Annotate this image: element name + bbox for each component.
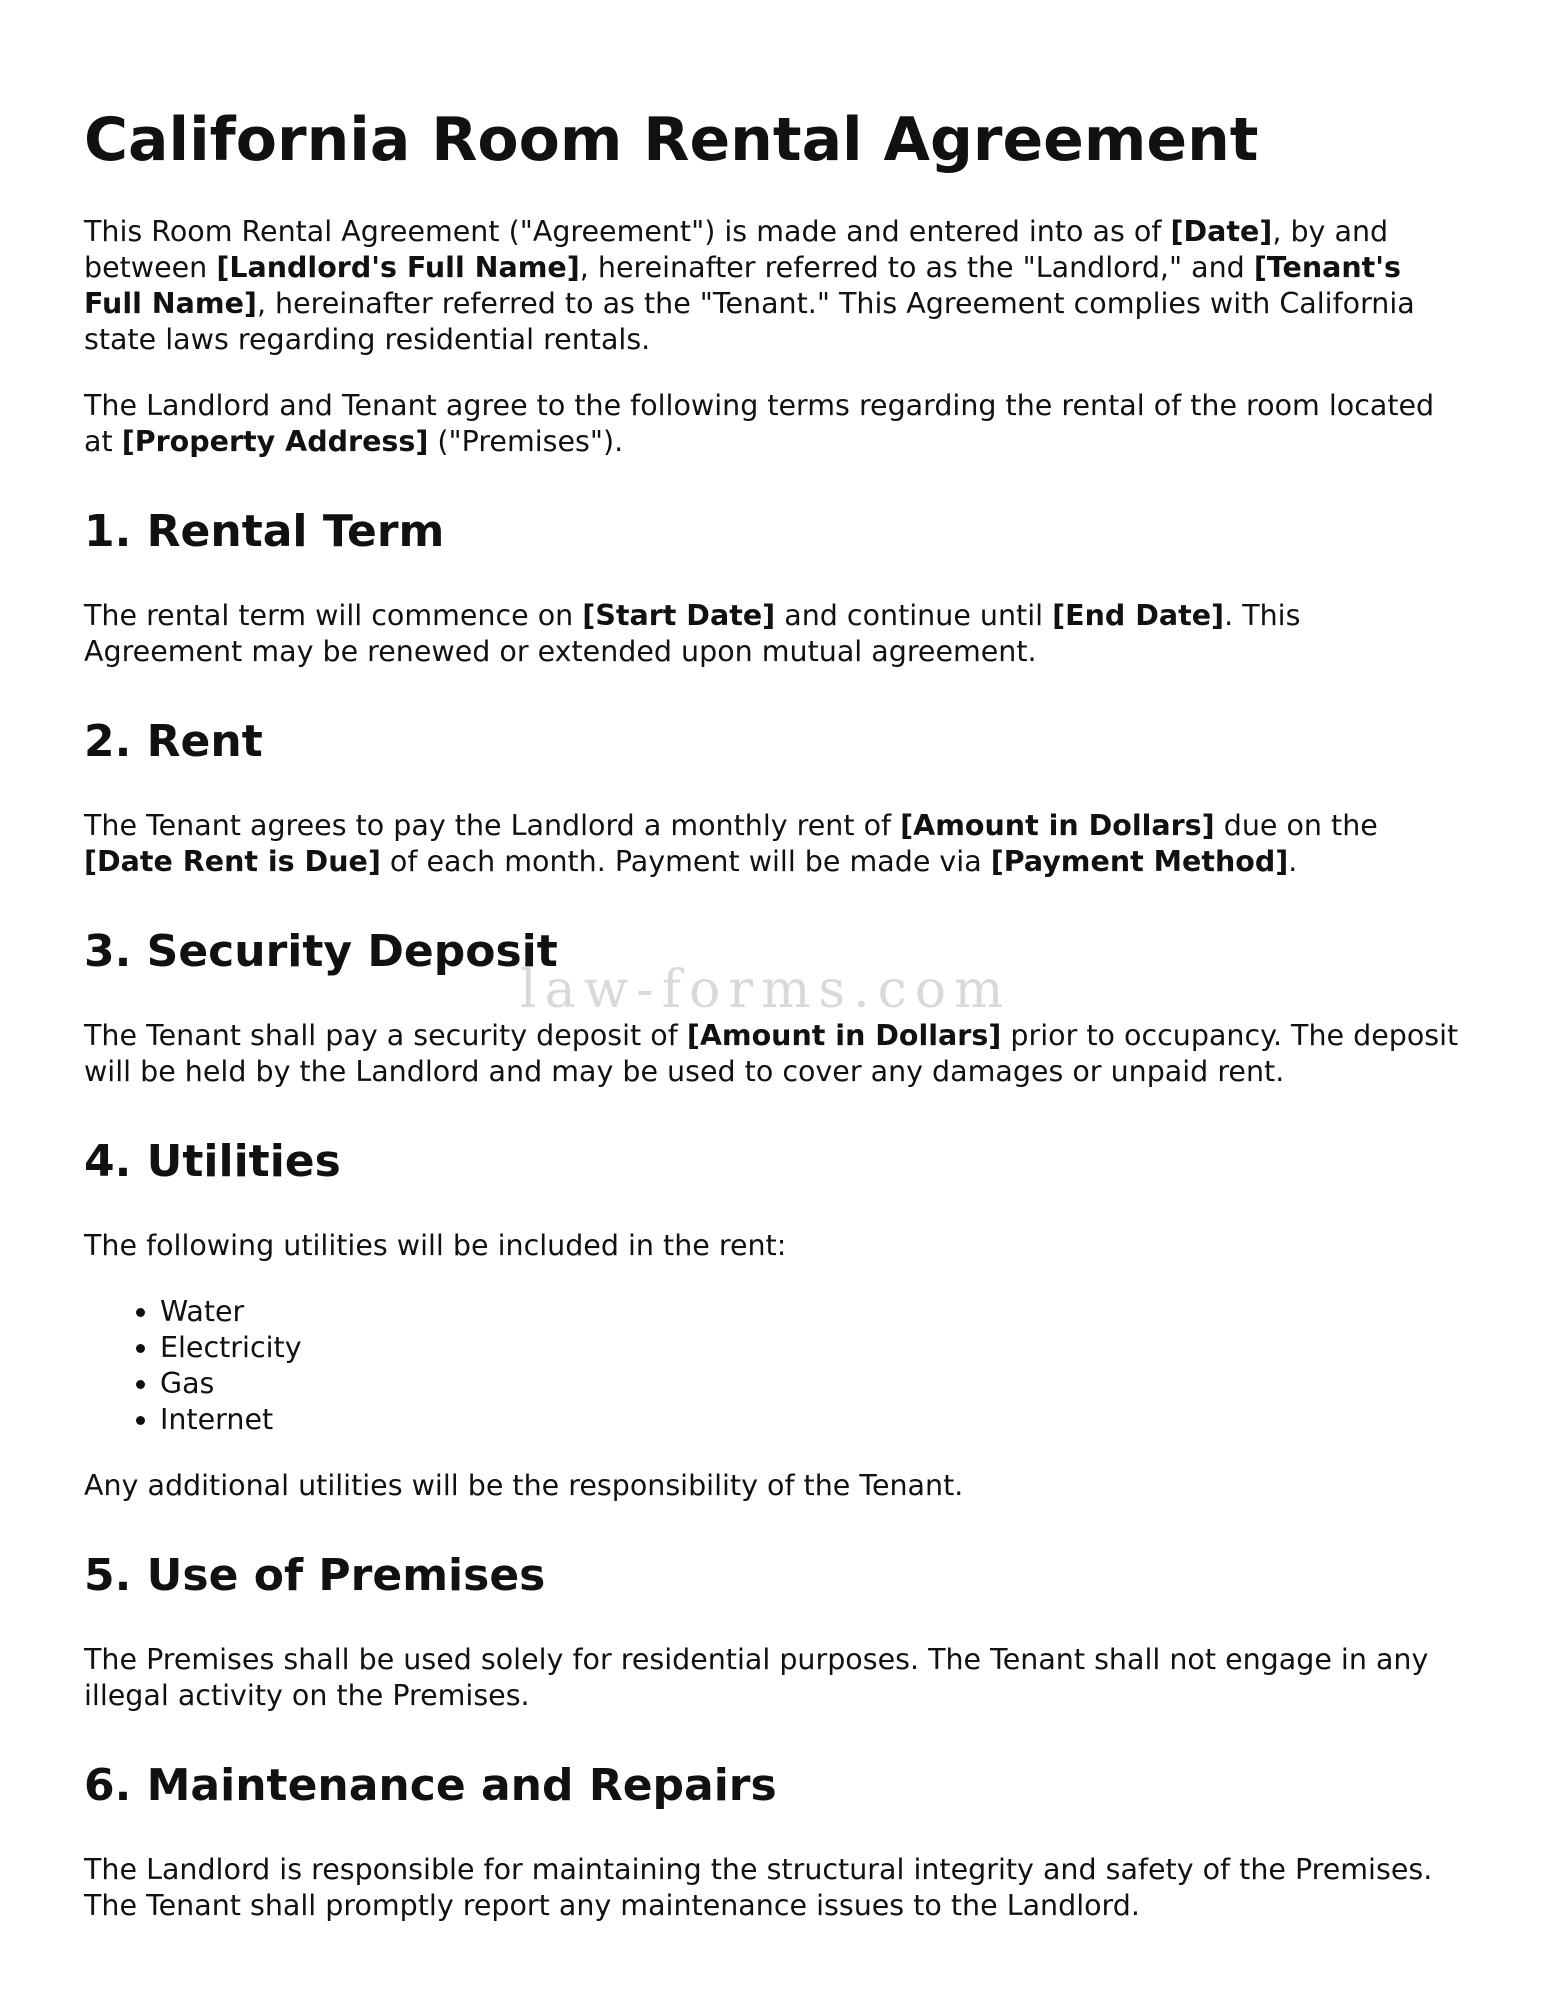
document-page [84, 100, 1464, 1954]
intro-text: , hereinafter referred to as the "Tenant." This Agreement complies with California state laws regarding residential rentals. [84, 287, 1415, 356]
body-text: and continue until [775, 599, 1053, 632]
section-text-maintenance: The Landlord is responsible for maintaining the structural integrity and safety of the Premises. The Tenant shall promptly report any maintenance issues to the Landlord. [84, 1853, 1433, 1922]
list-item: • Gas [160, 1366, 1464, 1402]
intro-text: ("Premises"). [428, 425, 624, 458]
section-text-rental-term [84, 598, 1464, 670]
intro-paragraph-2 [84, 388, 1464, 460]
body-text: of each month. Payment will be made via [380, 845, 991, 878]
list-item: • Internet [160, 1402, 1464, 1438]
list-item: • Electricity [160, 1330, 1464, 1366]
body-text: The rental term will commence on [84, 599, 583, 632]
start-date-placeholder: [Start Date] [582, 599, 776, 632]
intro-text: , hereinafter referred to as the "Landlord," and [579, 251, 1254, 284]
section-heading-maintenance: 6. Maintenance and Repairs [84, 1760, 777, 1811]
section-heading-use-of-premises: 5. Use of Premises [84, 1550, 546, 1601]
body-text: The Tenant shall pay a security deposit of [84, 1019, 687, 1052]
body-text: . This Agreement may be renewed or extended upon mutual agreement. [84, 599, 1301, 668]
body-text: The Tenant agrees to pay the Landlord a monthly rent of [84, 809, 901, 842]
section-text-utilities-outro: Any additional utilities will be the responsibility of the Tenant. [84, 1469, 964, 1502]
watermark: law-forms.com [520, 960, 1012, 1020]
landlord-name-placeholder: [Landlord's Full Name] [216, 251, 580, 284]
intro-text: The Landlord and Tenant agree to the following terms regarding the rental of the room located at [84, 389, 1435, 458]
section-heading-rent: 2. Rent [84, 716, 263, 767]
section-text-utilities-intro: The following utilities will be included in the rent: [84, 1229, 787, 1262]
payment-method-placeholder: [Payment Method] [990, 845, 1289, 878]
utilities-list [84, 1294, 1464, 1438]
property-address-placeholder: [Property Address] [121, 425, 429, 458]
intro-paragraph-1 [84, 214, 1464, 358]
deposit-amount-placeholder: [Amount in Dollars] [686, 1019, 1002, 1052]
section-text-rent [84, 808, 1464, 880]
list-item: • Water [160, 1294, 1464, 1330]
tenant-name-placeholder: [Tenant's Full Name] [84, 251, 1401, 320]
section-heading-security-deposit: 3. Security Deposit [84, 926, 558, 977]
section-text-security-deposit [84, 1018, 1464, 1090]
body-text: . [1288, 845, 1298, 878]
rent-due-date-placeholder: [Date Rent is Due] [84, 845, 381, 878]
body-text: due on the [1214, 809, 1378, 842]
rent-amount-placeholder: [Amount in Dollars] [900, 809, 1215, 842]
date-placeholder: [Date] [1170, 215, 1273, 248]
section-text-use-of-premises: The Premises shall be used solely for residential purposes. The Tenant shall not engage in any illegal activity on the Premises. [84, 1643, 1429, 1712]
intro-text: This Room Rental Agreement ("Agreement") is made and entered into as of [84, 215, 1171, 248]
end-date-placeholder: [End Date] [1052, 599, 1225, 632]
section-heading-rental-term: 1. Rental Term [84, 506, 445, 557]
section-heading-utilities: 4. Utilities [84, 1136, 341, 1187]
document-title: California Room Rental Agreement [84, 105, 1259, 175]
intro-text: , by and between [84, 215, 1389, 284]
body-text: prior to occupancy. The deposit will be held by the Landlord and may be used to cover any damages or unpaid rent. [84, 1019, 1459, 1088]
